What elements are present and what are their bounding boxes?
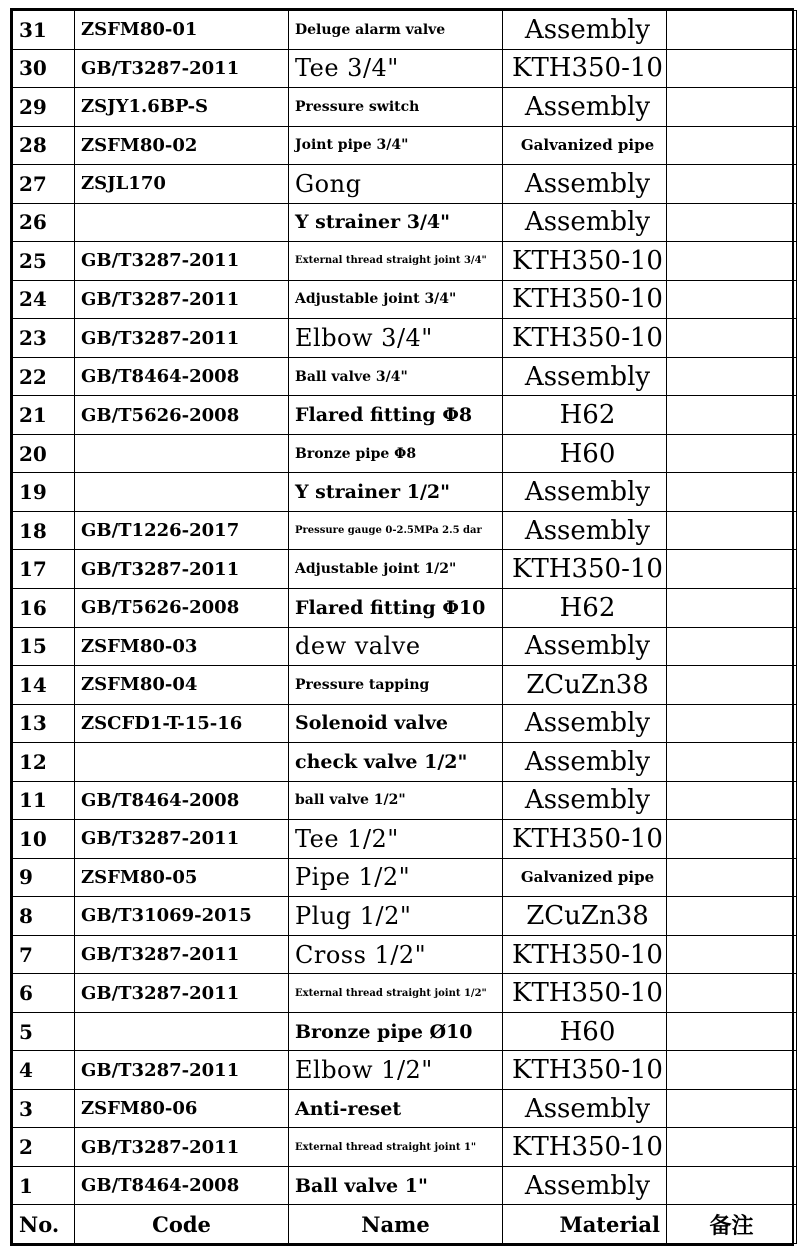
row-remark — [667, 11, 797, 50]
row-material: KTH350-10 — [503, 820, 667, 859]
row-code: GB/T3287-2011 — [75, 550, 289, 589]
table-row — [13, 396, 797, 435]
bill-of-materials-sheet — [10, 8, 794, 1246]
table-row — [13, 588, 797, 627]
row-material: Assembly — [503, 203, 667, 242]
row-name: Bronze pipe Ø10 — [289, 1012, 503, 1051]
row-remark — [667, 858, 797, 897]
row-code: GB/T3287-2011 — [75, 974, 289, 1013]
table-row — [13, 434, 797, 473]
row-no: 22 — [13, 357, 75, 396]
table-row — [13, 820, 797, 859]
row-remark — [667, 1051, 797, 1090]
row-remark — [667, 550, 797, 589]
table-row — [13, 280, 797, 319]
table-row — [13, 88, 797, 127]
row-material: Assembly — [503, 627, 667, 666]
row-code: GB/T3287-2011 — [75, 935, 289, 974]
row-remark — [667, 242, 797, 281]
row-name: Flared fitting Φ10 — [289, 588, 503, 627]
row-name: Y strainer 3/4" — [289, 203, 503, 242]
row-material: Assembly — [503, 88, 667, 127]
row-code: GB/T1226-2017 — [75, 511, 289, 550]
row-code — [75, 434, 289, 473]
table-row — [13, 666, 797, 705]
row-name: Solenoid valve — [289, 704, 503, 743]
row-code: ZSJL170 — [75, 165, 289, 204]
header-remark: 备注 — [667, 1205, 797, 1244]
row-remark — [667, 396, 797, 435]
table-row — [13, 49, 797, 88]
row-material: H60 — [503, 1012, 667, 1051]
row-no: 23 — [13, 319, 75, 358]
row-no: 15 — [13, 627, 75, 666]
row-remark — [667, 627, 797, 666]
row-no: 13 — [13, 704, 75, 743]
row-remark — [667, 743, 797, 782]
row-material: Assembly — [503, 1166, 667, 1205]
row-name: Elbow 1/2" — [289, 1051, 503, 1090]
table-row — [13, 781, 797, 820]
row-name: Bronze pipe Φ8 — [289, 434, 503, 473]
table-row — [13, 1089, 797, 1128]
row-material: KTH350-10 — [503, 280, 667, 319]
table-row — [13, 11, 797, 50]
row-material: Assembly — [503, 1089, 667, 1128]
row-name: Elbow 3/4" — [289, 319, 503, 358]
row-no: 7 — [13, 935, 75, 974]
row-name: Tee 3/4" — [289, 49, 503, 88]
row-code: GB/T8464-2008 — [75, 1166, 289, 1205]
row-material: Assembly — [503, 357, 667, 396]
row-name: Flared fitting Φ8 — [289, 396, 503, 435]
row-name: Adjustable joint 3/4" — [289, 280, 503, 319]
row-material: KTH350-10 — [503, 1128, 667, 1167]
row-no: 8 — [13, 897, 75, 936]
header-no: No. — [13, 1205, 75, 1244]
row-remark — [667, 165, 797, 204]
table-row — [13, 242, 797, 281]
row-remark — [667, 1166, 797, 1205]
table-row — [13, 897, 797, 936]
table-row — [13, 203, 797, 242]
row-code: GB/T8464-2008 — [75, 357, 289, 396]
row-no: 2 — [13, 1128, 75, 1167]
header-material: Material — [503, 1205, 667, 1244]
table-row — [13, 357, 797, 396]
row-code: ZSFM80-06 — [75, 1089, 289, 1128]
row-name: Pressure switch — [289, 88, 503, 127]
row-material: H62 — [503, 588, 667, 627]
row-no: 5 — [13, 1012, 75, 1051]
row-name: dew valve — [289, 627, 503, 666]
row-code: GB/T5626-2008 — [75, 396, 289, 435]
row-remark — [667, 1089, 797, 1128]
row-code — [75, 743, 289, 782]
row-name: Pressure tapping — [289, 666, 503, 705]
row-material: KTH350-10 — [503, 935, 667, 974]
table-row — [13, 858, 797, 897]
table-row — [13, 1128, 797, 1167]
table-row — [13, 550, 797, 589]
row-material: Assembly — [503, 473, 667, 512]
row-material: Assembly — [503, 11, 667, 50]
row-material: Assembly — [503, 743, 667, 782]
row-name: External thread straight joint 3/4" — [289, 242, 503, 281]
row-code: ZSCFD1-T-15-16 — [75, 704, 289, 743]
row-code — [75, 1012, 289, 1051]
row-material: KTH350-10 — [503, 974, 667, 1013]
row-no: 3 — [13, 1089, 75, 1128]
row-remark — [667, 935, 797, 974]
row-material: ZCuZn38 — [503, 897, 667, 936]
row-remark — [667, 88, 797, 127]
row-code: ZSFM80-05 — [75, 858, 289, 897]
row-remark — [667, 49, 797, 88]
row-name: External thread straight joint 1/2" — [289, 974, 503, 1013]
row-code: ZSFM80-01 — [75, 11, 289, 50]
row-no: 29 — [13, 88, 75, 127]
row-no: 11 — [13, 781, 75, 820]
row-material: KTH350-10 — [503, 319, 667, 358]
row-remark — [667, 897, 797, 936]
row-code: GB/T3287-2011 — [75, 1128, 289, 1167]
table-row — [13, 126, 797, 165]
row-no: 16 — [13, 588, 75, 627]
row-material: H62 — [503, 396, 667, 435]
table-row — [13, 974, 797, 1013]
row-code: GB/T3287-2011 — [75, 280, 289, 319]
row-material: Assembly — [503, 781, 667, 820]
row-no: 19 — [13, 473, 75, 512]
row-code: ZSJY1.6BP-S — [75, 88, 289, 127]
row-material: Assembly — [503, 704, 667, 743]
row-no: 27 — [13, 165, 75, 204]
row-code: GB/T3287-2011 — [75, 319, 289, 358]
row-remark — [667, 704, 797, 743]
row-remark — [667, 974, 797, 1013]
row-no: 26 — [13, 203, 75, 242]
table-row — [13, 511, 797, 550]
table-row — [13, 1012, 797, 1051]
row-name: Gong — [289, 165, 503, 204]
row-no: 6 — [13, 974, 75, 1013]
row-code: GB/T3287-2011 — [75, 242, 289, 281]
row-remark — [667, 126, 797, 165]
row-code: GB/T31069-2015 — [75, 897, 289, 936]
row-material: Galvanized pipe — [503, 858, 667, 897]
row-material: KTH350-10 — [503, 242, 667, 281]
row-material: KTH350-10 — [503, 1051, 667, 1090]
row-remark — [667, 319, 797, 358]
table-row — [13, 165, 797, 204]
row-no: 31 — [13, 11, 75, 50]
row-name: ball valve 1/2" — [289, 781, 503, 820]
row-no: 17 — [13, 550, 75, 589]
row-no: 14 — [13, 666, 75, 705]
row-name: Adjustable joint 1/2" — [289, 550, 503, 589]
row-material: Assembly — [503, 165, 667, 204]
row-remark — [667, 280, 797, 319]
table-row — [13, 1166, 797, 1205]
row-remark — [667, 588, 797, 627]
row-no: 18 — [13, 511, 75, 550]
table-row — [13, 743, 797, 782]
row-no: 30 — [13, 49, 75, 88]
row-no: 4 — [13, 1051, 75, 1090]
row-remark — [667, 781, 797, 820]
row-material: Galvanized pipe — [503, 126, 667, 165]
row-remark — [667, 1012, 797, 1051]
row-name: Cross 1/2" — [289, 935, 503, 974]
row-name: Joint pipe 3/4" — [289, 126, 503, 165]
row-remark — [667, 820, 797, 859]
table-row — [13, 704, 797, 743]
row-remark — [667, 666, 797, 705]
row-name: External thread straight joint 1" — [289, 1128, 503, 1167]
table-row — [13, 1051, 797, 1090]
row-code: GB/T5626-2008 — [75, 588, 289, 627]
header-code: Code — [75, 1205, 289, 1244]
table-row — [13, 627, 797, 666]
row-no: 9 — [13, 858, 75, 897]
row-no: 12 — [13, 743, 75, 782]
row-no: 20 — [13, 434, 75, 473]
bom-table — [12, 10, 797, 1244]
row-code: GB/T3287-2011 — [75, 820, 289, 859]
row-no: 24 — [13, 280, 75, 319]
header-row — [13, 1205, 797, 1244]
table-row — [13, 319, 797, 358]
row-code: ZSFM80-03 — [75, 627, 289, 666]
row-name: Deluge alarm valve — [289, 11, 503, 50]
row-name: Plug 1/2" — [289, 897, 503, 936]
row-remark — [667, 434, 797, 473]
row-code: GB/T3287-2011 — [75, 49, 289, 88]
row-material: KTH350-10 — [503, 49, 667, 88]
row-no: 1 — [13, 1166, 75, 1205]
row-material: H60 — [503, 434, 667, 473]
row-no: 21 — [13, 396, 75, 435]
row-name: Pipe 1/2" — [289, 858, 503, 897]
row-no: 10 — [13, 820, 75, 859]
row-name: Tee 1/2" — [289, 820, 503, 859]
row-code: ZSFM80-04 — [75, 666, 289, 705]
row-code: ZSFM80-02 — [75, 126, 289, 165]
row-code — [75, 473, 289, 512]
header-name: Name — [289, 1205, 503, 1244]
row-no: 25 — [13, 242, 75, 281]
row-name: Y strainer 1/2" — [289, 473, 503, 512]
row-name: Anti-reset — [289, 1089, 503, 1128]
row-name: Pressure gauge 0-2.5MPa 2.5 dar — [289, 511, 503, 550]
row-remark — [667, 1128, 797, 1167]
row-code — [75, 203, 289, 242]
row-remark — [667, 357, 797, 396]
row-code: GB/T8464-2008 — [75, 781, 289, 820]
table-row — [13, 935, 797, 974]
row-material: Assembly — [503, 511, 667, 550]
row-material: KTH350-10 — [503, 550, 667, 589]
row-remark — [667, 511, 797, 550]
table-row — [13, 473, 797, 512]
row-name: check valve 1/2" — [289, 743, 503, 782]
row-name: Ball valve 3/4" — [289, 357, 503, 396]
row-code: GB/T3287-2011 — [75, 1051, 289, 1090]
bom-body — [13, 11, 797, 1244]
row-remark — [667, 203, 797, 242]
row-no: 28 — [13, 126, 75, 165]
row-material: ZCuZn38 — [503, 666, 667, 705]
row-name: Ball valve 1" — [289, 1166, 503, 1205]
row-remark — [667, 473, 797, 512]
